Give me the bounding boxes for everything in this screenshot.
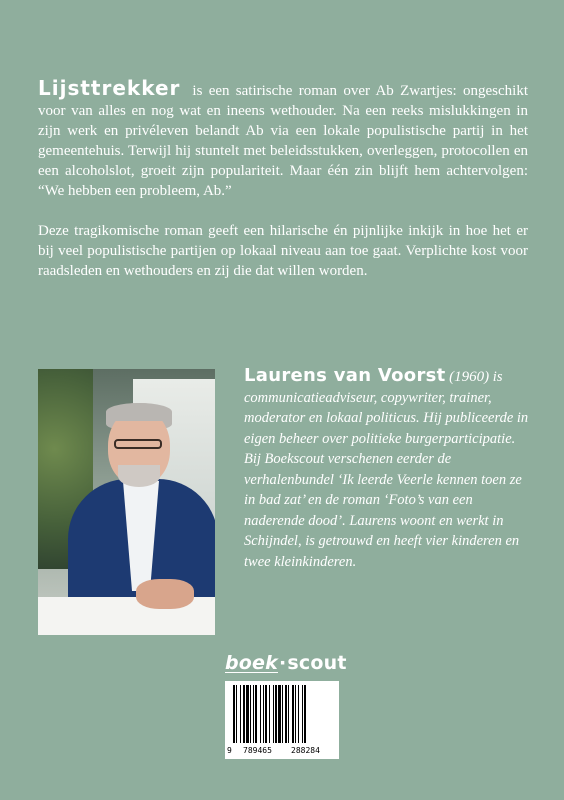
back-cover-blurb — [38, 78, 528, 301]
author-bio-text: is communicatieadviseur, copywriter, trainer, moderator en lokaal politicus. Hij publiceerde in eigen beheer over politieke burgerparticipatie. Bij Boekscout verschenen eerder de verhalenbundel ‘Ik leerde Veerle kennen toen ze in bad zat’ en de roman ‘Foto’s van een naderende dood’. Laurens woont en werkt in Schijndel, is getrouwd en heeft vier kinderen en twee kleinkinderen. — [244, 369, 529, 570]
barcode-digit-first: 9 — [227, 746, 232, 755]
barcode-bars — [231, 685, 333, 743]
publisher-logo — [225, 652, 347, 674]
publisher-logo-part2: scout — [287, 652, 347, 674]
author-bio — [244, 366, 534, 572]
author-photo — [38, 369, 215, 635]
blurb-paragraph-1 — [38, 78, 528, 201]
book-title: Lijsttrekker — [38, 76, 181, 100]
blurb-paragraph-2: Deze tragikomische roman geeft een hilarische én pijnlijke inkijk in hoe het er bij veel populistische partijen op lokaal niveau aan toe gaat. Verplichte kost voor raadsleden en wethouders en zij die dat willen worden. — [38, 223, 528, 279]
publisher-logo-part1: boek — [225, 652, 278, 674]
author-year: (1960) — [449, 369, 490, 385]
publisher-logo-dot: · — [278, 652, 287, 674]
author-name: Laurens van Voorst — [244, 365, 446, 386]
blurb-text-1: is een satirische roman over Ab Zwartjes: ongeschikt voor van alles en nog wat en ineens wethouder. Na een reeks mislukkingen in zijn werk en privéleven belandt Ab via een lokale populistische partij in het gemeentehuis. Terwijl hij stuntelt met beleidsstukken, overleggen, protocollen en een alcoholslot, groeit zijn populariteit. Maar één zin blijft hem achtervolgen: “We hebben een probleem, Ab.” — [38, 83, 528, 199]
barcode-group-1: 789465 — [243, 746, 272, 755]
barcode-group-2: 288284 — [291, 746, 320, 755]
barcode — [225, 681, 339, 759]
